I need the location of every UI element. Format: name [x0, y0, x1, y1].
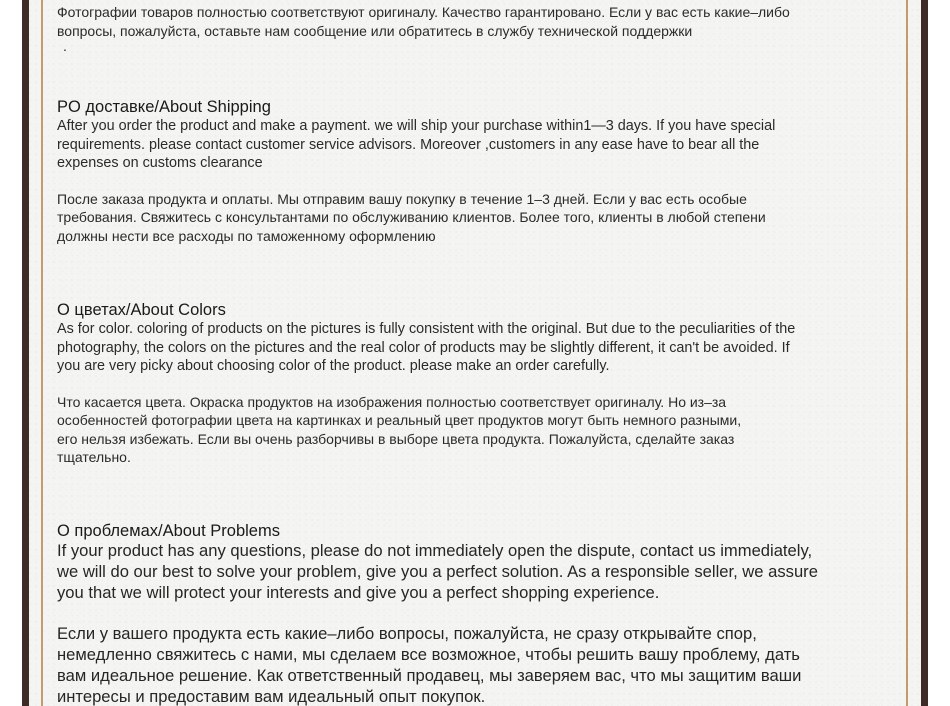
problems-section: [57, 521, 818, 706]
intro-line: вопросы, пожалуйста, оставьте нам сообщение или обратитесь в службу технической поддержки: [57, 22, 693, 39]
colors-section: [57, 300, 795, 467]
problems-ru-line: немедленно свяжитесь с нами, мы сделаем все возможное, чтобы решить вашу проблему, дать: [57, 645, 800, 665]
problems-ru-line: Если у вашего продукта есть какие–либо вопросы, пожалуйста, не сразу открывайте спор,: [57, 624, 757, 644]
colors-ru-line: Что касается цвета. Окраска продуктов на изображения полностью соответствует оригиналу. Но из–за: [57, 393, 727, 410]
colors-en-line: you are very picky about choosing color of the product. please make an order carefully.: [57, 358, 610, 374]
colors-russian-paragraph: [57, 393, 795, 467]
problems-ru-line: вам идеальное решение. Как ответственный продавец, мы заверяем вас, что мы защитим ваши: [57, 665, 802, 685]
shipping-english-paragraph: [57, 117, 775, 173]
shipping-ru-line: После заказа продукта и оплаты. Мы отправим вашу покупку в течение 1–3 дней. Если у вас есть особые: [57, 190, 747, 207]
section-heading: О цветах/About Colors: [57, 301, 226, 319]
shipping-ru-line: должны нести все расходы по таможенному оформлению: [57, 227, 436, 244]
problems-en-line: If your product has any questions, please do not immediately open the dispute, contact us immediately,: [57, 541, 813, 560]
colors-ru-line: особенностей фотографии цвета на картинках и реальный цвет продуктов могут быть немного разными,: [57, 412, 742, 428]
problems-en-line: you that we will protect your interests and give you a perfect shopping experience.: [57, 582, 660, 602]
intro-line: Фотографии товаров полностью соответствуют оригиналу. Качество гарантировано. Если у вас есть какие–либо: [57, 4, 790, 20]
shipping-ru-line: требования. Свяжитесь с консультантами по обслуживанию клиентов. Более того, клиенты в любой степени: [57, 209, 766, 225]
colors-en-line: photography, the colors on the pictures and the real color of products may be slightly different, it can't be avoided. If: [57, 339, 790, 356]
colors-ru-line: тщательно.: [57, 449, 131, 465]
colors-en-line: As for color. coloring of products on the pictures is fully consistent with the original. But due to the peculiarities of the: [57, 321, 796, 337]
shipping-en-line: After you order the product and make a payment. we will ship your purchase within1—3 days. If you have special: [57, 118, 776, 134]
problems-ru-line: интересы и предоставим вам идеальный опыт покупок.: [57, 686, 486, 706]
intro-paragraph: [57, 3, 790, 52]
shipping-en-line: requirements. please contact customer service advisors. Moreover ,customers in any ease have to bear all the: [57, 136, 760, 153]
problems-english-paragraph: [57, 541, 818, 603]
section-heading: О проблемах/About Problems: [57, 522, 280, 540]
colors-ru-line: его нельзя избежать. Если вы очень разборчивы в выборе цвета продукта. Пожалуйста, сделайте заказ: [57, 430, 735, 447]
shipping-russian-paragraph: [57, 190, 775, 246]
intro-line: .: [63, 38, 67, 54]
shipping-en-line: expenses on customs clearance: [57, 155, 263, 171]
shipping-section: [57, 97, 775, 245]
problems-russian-paragraph: [57, 624, 818, 706]
problems-en-line: we will do our best to solve your problem, give you a perfect solution. As a responsible seller, we assure: [57, 561, 818, 581]
section-heading: PO доставке/About Shipping: [57, 98, 271, 116]
colors-english-paragraph: [57, 320, 795, 376]
